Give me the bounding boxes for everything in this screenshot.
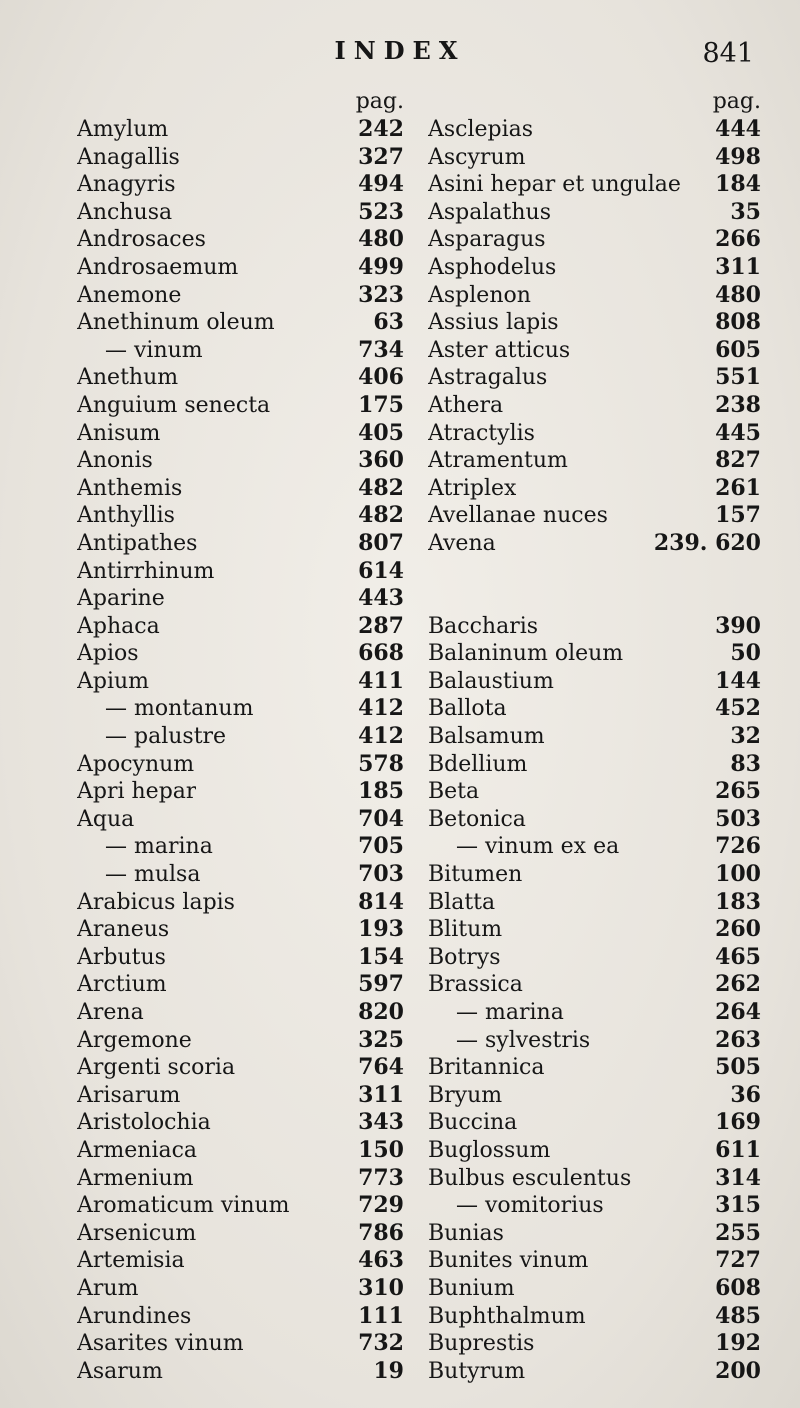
entry-term: Armeniaca [77,1137,198,1163]
index-entry [428,199,761,227]
entry-term: Balaustium [428,668,554,694]
entry-term: Arsenicum [77,1220,197,1246]
entry-term: Aphaca [77,613,160,639]
index-entry [428,1192,761,1220]
entry-term: Anthemis [77,475,183,501]
entry-page: 314 [715,1164,761,1191]
entry-page: 827 [715,447,761,474]
entry-page: 184 [715,171,761,198]
entry-page: 265 [715,778,761,805]
entry-page: 238 [715,391,761,418]
entry-page: 323 [358,281,404,308]
entry-term: Asphodelus [428,254,557,280]
entry-page: 83 [730,750,761,777]
entry-term: Anagallis [77,144,180,170]
index-entry [77,171,404,199]
entry-page: 498 [715,143,761,170]
index-entry [77,144,404,172]
index-entry [428,1303,761,1331]
index-entry [428,282,761,310]
index-entry [77,502,404,530]
entry-page: 63 [373,309,404,336]
entry-page: 260 [715,916,761,943]
entry-page: 169 [715,1109,761,1136]
entry-term: Bitumen [428,862,523,888]
entry-term: Buprestis [428,1331,535,1357]
index-entry [428,254,761,282]
index-entry [77,309,404,337]
entry-term: Atriplex [428,475,517,501]
entry-page: 264 [715,999,761,1025]
index-entry [77,1027,404,1055]
entry-term: Anchusa [77,199,173,225]
index-entry [77,751,404,779]
entry-page: 183 [715,888,761,915]
entry-page: 192 [715,1330,761,1357]
index-entry [77,778,404,806]
index-column-left [77,88,404,1385]
index-entry [77,861,404,889]
entry-term: Buphthalmum [428,1303,586,1329]
entry-term: Aster atticus [428,337,571,363]
entry-term: Bunites vinum [428,1248,589,1274]
entry-page: 523 [358,198,404,225]
entry-page: 360 [358,447,404,474]
index-entry [77,1330,404,1358]
entry-page: 482 [358,502,404,529]
index-entry [77,420,404,448]
index-entry [428,695,761,723]
entry-term: Aromaticum vinum [77,1193,290,1219]
entry-page: 175 [358,391,404,418]
entry-term: Bryum [428,1082,503,1108]
index-entry [77,558,404,586]
entry-term: Arundines [77,1303,192,1329]
entry-term: Bdellium [428,751,528,777]
entry-page: 239. 620 [653,529,761,556]
entry-page: 185 [358,778,404,805]
entry-page: 157 [715,502,761,529]
page-number: 841 [702,38,754,69]
entry-term: Atramentum [428,448,568,474]
entry-term: Athera [428,392,504,418]
index-entry [77,806,404,834]
entry-term: Asarum [77,1358,163,1384]
index-entry [428,475,761,503]
index-entry [428,1358,761,1386]
index-entry [77,944,404,972]
index-entry [77,999,404,1027]
entry-page: 327 [358,143,404,170]
entry-term: Androsaces [77,227,206,253]
entry-term: Antirrhinum [77,558,215,584]
entry-page: 668 [358,640,404,667]
index-entry [428,971,761,999]
index-entry [77,337,404,365]
entry-term: Ballota [428,696,507,722]
index-entry [77,889,404,917]
entry-term: — montanum [105,696,254,722]
entry-term: Butyrum [428,1358,526,1384]
entry-page: 255 [715,1219,761,1246]
index-entry [77,1109,404,1137]
entry-term: — vomitorius [456,1193,604,1219]
entry-term: Balaninum oleum [428,641,624,667]
index-entry [428,1027,761,1055]
entry-term: Bunias [428,1220,504,1246]
entry-term: Argenti scoria [77,1055,236,1081]
entry-page: 704 [358,805,404,832]
index-entry [428,309,761,337]
index-entry [77,1165,404,1193]
index-entry [77,1247,404,1275]
entry-term: Asarites vinum [77,1331,244,1357]
entry-page: 814 [358,888,404,915]
index-entry [428,144,761,172]
entry-page: 411 [358,667,404,694]
entry-page: 452 [715,695,761,722]
entry-term: Astragalus [428,365,548,391]
entry-term: Artemisia [77,1248,185,1274]
entry-page: 412 [358,695,404,722]
index-entry [428,226,761,254]
entry-page: 406 [358,364,404,391]
entry-list-left [77,116,404,1385]
index-entry [428,337,761,365]
index-entry [77,1358,404,1386]
entry-term: Armenium [77,1165,194,1191]
entry-term: Anguium senecta [77,392,271,418]
index-entry [77,530,404,558]
entry-page: 727 [715,1247,761,1274]
index-entry [77,282,404,310]
entry-page: 445 [715,419,761,446]
index-entry [428,751,761,779]
pag-label-right: pag. [712,89,761,114]
index-entry [77,1137,404,1165]
entry-term: Beta [428,779,480,805]
index-entry [428,502,761,530]
entry-term: Baccharis [428,613,539,639]
entry-page: 729 [358,1192,404,1219]
entry-term: Amylum [77,117,169,142]
entry-page: 242 [358,116,404,142]
entry-term: — vinum ex ea [456,834,620,860]
entry-page: 505 [715,1054,761,1081]
index-entry [77,392,404,420]
entry-term: Arctium [77,972,167,998]
entry-page: 734 [358,336,404,363]
index-entry [77,199,404,227]
entry-page: 608 [715,1274,761,1301]
index-entry [428,116,761,144]
entry-term: Aspalathus [428,199,551,225]
entry-term: Arbutus [77,944,166,970]
entry-term: Apios [77,641,139,667]
entry-list-right [428,116,761,1385]
index-entry [77,613,404,641]
entry-term: Apri hepar [77,779,197,805]
index-entry [428,833,761,861]
entry-page: 325 [358,1026,404,1053]
index-entry [77,723,404,751]
entry-page: 597 [358,971,404,998]
index-entry [428,916,761,944]
entry-term: Apium [77,668,150,694]
index-entry [77,447,404,475]
index-entry [428,668,761,696]
entry-page: 19 [373,1357,404,1384]
index-entry [428,1220,761,1248]
entry-term: Asini hepar et ungulae [428,172,681,198]
entry-term: Assius lapis [428,310,559,336]
entry-term: Argemone [77,1027,192,1053]
entry-page: 732 [358,1330,404,1357]
index-column-right [428,88,761,1385]
index-entry [428,778,761,806]
entry-page: 726 [715,833,761,860]
index-entry [77,1192,404,1220]
entry-page: 480 [358,226,404,253]
entry-page: 50 [730,640,761,667]
entry-term: Ascyrum [428,144,526,170]
entry-page: 480 [715,281,761,308]
entry-page: 310 [358,1274,404,1301]
entry-term: Arum [77,1275,139,1301]
index-entry [428,392,761,420]
entry-page: 111 [358,1302,404,1329]
entry-term: — mulsa [105,862,201,888]
index-entry [428,889,761,917]
index-entry [428,1054,761,1082]
entry-term: Betonica [428,806,526,832]
index-entry [428,1109,761,1137]
entry-term: Anethum [77,365,179,391]
entry-page: 703 [358,861,404,888]
entry-term: Avellanae nuces [428,503,608,529]
entry-page: 35 [730,198,761,225]
pag-label-left: pag. [355,89,404,114]
entry-page: 578 [358,750,404,777]
entry-page: 786 [358,1219,404,1246]
entry-page: 605 [715,336,761,363]
index-entry [428,171,761,199]
entry-page: 266 [715,226,761,253]
entry-page: 463 [358,1247,404,1274]
entry-page: 764 [358,1054,404,1081]
entry-term: Britannica [428,1055,545,1081]
entry-term: Brassica [428,972,523,998]
entry-page: 32 [730,723,761,750]
entry-page: 200 [715,1357,761,1384]
entry-term: Balsamum [428,724,545,750]
entry-term: Anemone [77,282,182,308]
entry-term: Antipathes [77,530,198,556]
entry-term: Asplenon [428,282,531,308]
index-entry [428,1165,761,1193]
entry-term: Asparagus [428,227,546,253]
entry-page: 444 [715,116,761,142]
entry-term: — vinum [105,337,203,363]
index-entry [428,364,761,392]
index-entry [77,1220,404,1248]
entry-term: — sylvestris [456,1027,591,1053]
entry-term: Buccina [428,1110,518,1136]
entry-page: 551 [715,364,761,391]
entry-term: Bulbus esculentus [428,1165,632,1191]
index-entry [428,723,761,751]
entry-term: Bunium [428,1275,515,1301]
index-entry [428,1247,761,1275]
entry-term: Arisarum [77,1082,181,1108]
index-entry [77,585,404,613]
index-entry [77,1082,404,1110]
entry-page: 807 [358,529,404,556]
entry-page: 343 [358,1109,404,1136]
entry-page: 443 [358,585,404,612]
index-entry [77,916,404,944]
entry-page: 482 [358,474,404,501]
entry-page: 611 [715,1136,761,1163]
entry-term: Apocynum [77,751,195,777]
entry-term: Anethinum oleum [77,310,275,336]
entry-term: Anthyllis [77,503,175,529]
index-entry [77,1054,404,1082]
entry-term: Asclepias [428,117,534,142]
index-entry [77,1303,404,1331]
entry-page: 263 [715,1026,761,1053]
entry-term: Androsaemum [77,254,239,280]
index-entry [77,833,404,861]
entry-page: 485 [715,1302,761,1329]
entry-page: 36 [730,1081,761,1108]
page-title: INDEX [334,36,466,65]
index-entry [77,695,404,723]
index-entry [77,1275,404,1303]
index-entry [428,1330,761,1358]
entry-page: 503 [715,805,761,832]
index-entry [428,944,761,972]
entry-page: 287 [358,612,404,639]
index-entry [77,226,404,254]
entry-page: 262 [715,971,761,998]
entry-term: Aparine [77,586,165,612]
index-entry [428,861,761,889]
index-entry [428,420,761,448]
index-entry [428,1275,761,1303]
entry-term: Atractylis [428,420,535,446]
entry-term: Blitum [428,917,503,943]
entry-term: Anagyris [77,172,176,198]
entry-term: Botrys [428,944,501,970]
entry-term: — marina [456,1000,564,1025]
entry-page: 773 [358,1164,404,1191]
entry-term: Anonis [77,448,153,474]
entry-page: 494 [358,171,404,198]
entry-page: 808 [715,309,761,336]
entry-page: 315 [715,1192,761,1219]
entry-page: 614 [358,557,404,584]
entry-page: 405 [358,419,404,446]
entry-page: 465 [715,943,761,970]
index-entry [428,1137,761,1165]
index-entry [77,364,404,392]
entry-page: 261 [715,474,761,501]
index-entry [428,806,761,834]
entry-term: — marina [105,834,213,860]
entry-page: 820 [358,999,404,1025]
entry-term: — palustre [105,724,227,750]
index-entry [428,530,761,558]
entry-page: 150 [358,1136,404,1163]
entry-page: 390 [715,612,761,639]
entry-page: 144 [715,667,761,694]
index-entry [428,1082,761,1110]
entry-page: 412 [358,723,404,750]
entry-term: Aristolochia [77,1110,211,1136]
index-entry [77,116,404,144]
index-entry [428,999,761,1027]
entry-term: Anisum [77,420,161,446]
entry-term: Aqua [77,806,135,832]
index-entry [77,971,404,999]
index-entry [428,613,761,641]
index-entry [77,254,404,282]
index-entry [77,668,404,696]
entry-page: 193 [358,916,404,943]
entry-page: 154 [358,943,404,970]
entry-term: Avena [428,530,496,556]
index-entry [77,475,404,503]
index-entry [428,447,761,475]
entry-page: 705 [358,833,404,860]
index-entry [77,640,404,668]
entry-term: Araneus [77,917,170,943]
entry-page: 311 [715,253,761,280]
entry-page: 499 [358,253,404,280]
entry-term: Arena [77,1000,144,1025]
entry-page: 311 [358,1081,404,1108]
entry-term: Arabicus lapis [77,889,235,915]
entry-page: 100 [715,861,761,888]
index-entry [428,640,761,668]
entry-term: Buglossum [428,1137,551,1163]
entry-term: Blatta [428,889,496,915]
